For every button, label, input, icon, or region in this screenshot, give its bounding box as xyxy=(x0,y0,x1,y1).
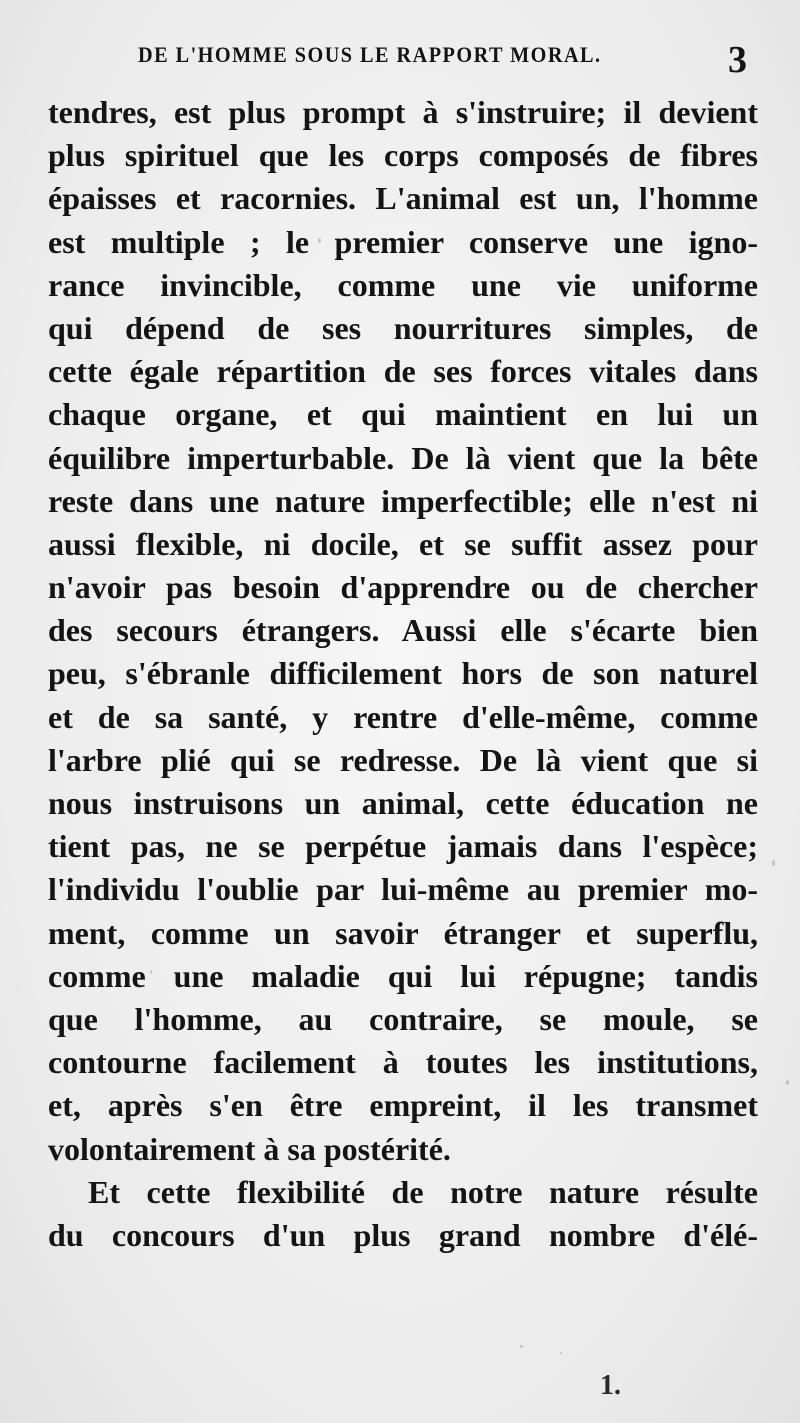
text-line: et de sa santé, y rentre d'elle-même, comme xyxy=(48,698,758,735)
paper-speck xyxy=(772,860,775,866)
signature-mark: 1. xyxy=(600,1370,621,1401)
text-line-paragraph-start: Et cette flexibilité de notre nature résulte xyxy=(88,1173,758,1210)
text-line: que l'homme, au contraire, se moule, se xyxy=(48,1000,758,1037)
text-line: comme une maladie qui lui répugne; tandis xyxy=(48,957,758,994)
paper-speck xyxy=(150,970,152,974)
text-line: du concours d'un plus grand nombre d'élé- xyxy=(48,1216,758,1253)
paper-speck xyxy=(318,238,321,243)
text-line-paragraph-end: volontairement à sa postérité. xyxy=(48,1130,451,1167)
text-line: reste dans une nature imperfectible; elle n'est ni xyxy=(48,482,758,519)
text-line: des secours étrangers. Aussi elle s'écarte bien xyxy=(48,612,758,649)
text-line: cette égale répartition de ses forces vitales dans xyxy=(48,353,758,390)
text-line: chaque organe, et qui maintient en lui un xyxy=(48,396,758,433)
page-number: 3 xyxy=(728,39,747,81)
paper-speck xyxy=(786,1080,789,1085)
text-line: qui dépend de ses nourritures simples, de xyxy=(48,309,758,346)
text-line: épaisses et racornies. L'animal est un, l'homme xyxy=(48,180,758,217)
text-line: rance invincible, comme une vie uniforme xyxy=(48,266,758,303)
text-line: ment, comme un savoir étranger et superflu, xyxy=(48,914,758,951)
text-line: contourne facilement à toutes les institutions, xyxy=(48,1044,758,1081)
text-line: peu, s'ébranle difficilement hors de son naturel xyxy=(48,655,758,692)
paper-speck xyxy=(560,1352,562,1354)
text-line: est multiple ; le premier conserve une igno- xyxy=(48,223,758,260)
text-line: aussi flexible, ni docile, et se suffit assez pour xyxy=(48,525,758,562)
text-line: tendres, est plus prompt à s'instruire; il devient xyxy=(48,94,758,130)
text-line: nous instruisons un animal, cette éducation ne xyxy=(48,785,758,821)
text-line: équilibre imperturbable. De là vient que la bête xyxy=(48,439,758,476)
text-line: n'avoir pas besoin d'apprendre ou de chercher xyxy=(48,569,758,606)
text-line: plus spirituel que les corps composés de fibres xyxy=(48,137,758,174)
text-line: l'individu l'oublie par lui-même au premier mo- xyxy=(48,871,758,908)
text-line: et, après s'en être empreint, il les transmet xyxy=(48,1087,758,1124)
running-head: DE L'HOMME SOUS LE RAPPORT MORAL. xyxy=(138,42,602,67)
text-line: l'arbre plié qui se redresse. De là vient que si xyxy=(48,741,758,778)
body-text xyxy=(48,91,758,1257)
paper-speck xyxy=(520,1345,523,1348)
text-line: tient pas, ne se perpétue jamais dans l'espèce; xyxy=(48,828,758,865)
